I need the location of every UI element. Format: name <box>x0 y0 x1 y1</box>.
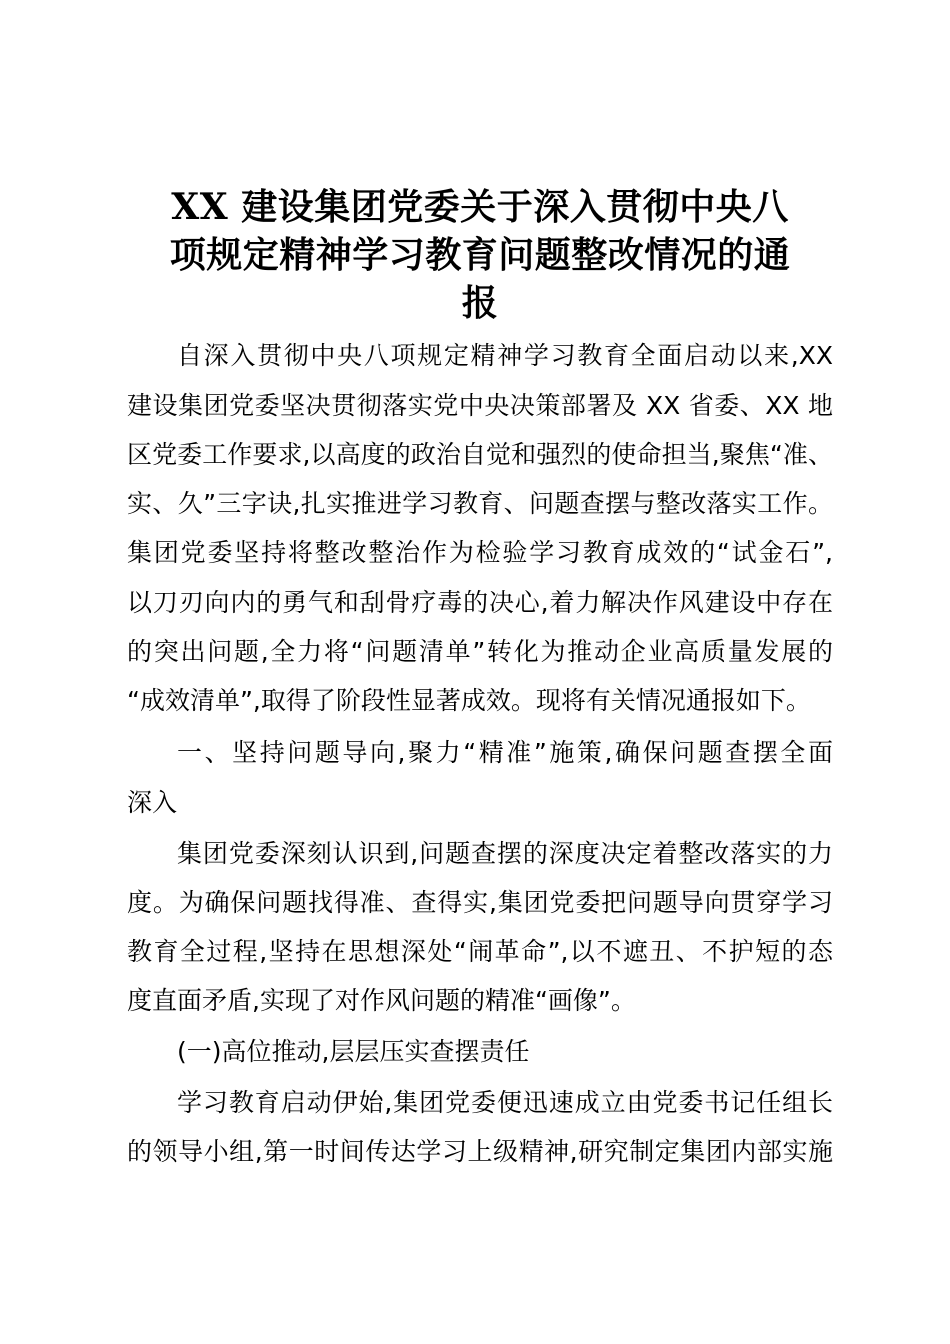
body-paragraph-line: 度直面矛盾,实现了对作风问题的精准“画像”。 <box>127 986 636 1015</box>
intro-paragraph-line: 区党委工作要求,以高度的政治自觉和强烈的使命担当,聚焦“准、 <box>127 440 833 469</box>
document-title-line-1: XX 建设集团党委关于深入贯彻中央八 <box>171 186 789 228</box>
intro-paragraph-line: 自深入贯彻中央八项规定精神学习教育全面启动以来,XX <box>177 341 833 370</box>
intro-paragraph-line: 以刀刃向内的勇气和刮骨疗毒的决心,着力解决作风建设中存在 <box>127 588 833 617</box>
body-paragraph-line: 教育全过程,坚持在思想深处“闹革命”,以不遮丑、不护短的态 <box>127 937 833 966</box>
intro-paragraph-line: 建设集团党委坚决贯彻落实党中央决策部署及 XX 省委、XX 地 <box>127 391 833 420</box>
intro-paragraph-line: 实、久”三字诀,扎实推进学习教育、问题查摆与整改落实工作。 <box>127 489 833 518</box>
body-paragraph-line: 的领导小组,第一时间传达学习上级精神,研究制定集团内部实施 <box>127 1137 833 1166</box>
body-paragraph-line: 学习教育启动伊始,集团党委便迅速成立由党委书记任组长 <box>177 1088 833 1117</box>
document-title-line-3: 报 <box>461 282 499 324</box>
subsection-heading-1: (一)高位推动,层层压实查摆责任 <box>177 1037 530 1066</box>
section-heading-1-line: 一、坚持问题导向,聚力“精准”施策,确保问题查摆全面 <box>177 738 833 767</box>
body-paragraph-line: 度。为确保问题找得准、查得实,集团党委把问题导向贯穿学习 <box>127 888 833 917</box>
intro-paragraph-line: 的突出问题,全力将“问题清单”转化为推动企业高质量发展的 <box>127 637 833 666</box>
intro-paragraph-line: 集团党委坚持将整改整治作为检验学习教育成效的“试金石”, <box>127 538 833 567</box>
intro-paragraph-line: “成效清单”,取得了阶段性显著成效。现将有关情况通报如下。 <box>127 686 811 715</box>
section-heading-1-line: 深入 <box>127 788 178 817</box>
document-title-line-2: 项规定精神学习教育问题整改情况的通 <box>169 234 791 276</box>
body-paragraph-line: 集团党委深刻认识到,问题查摆的深度决定着整改落实的力 <box>177 839 833 868</box>
